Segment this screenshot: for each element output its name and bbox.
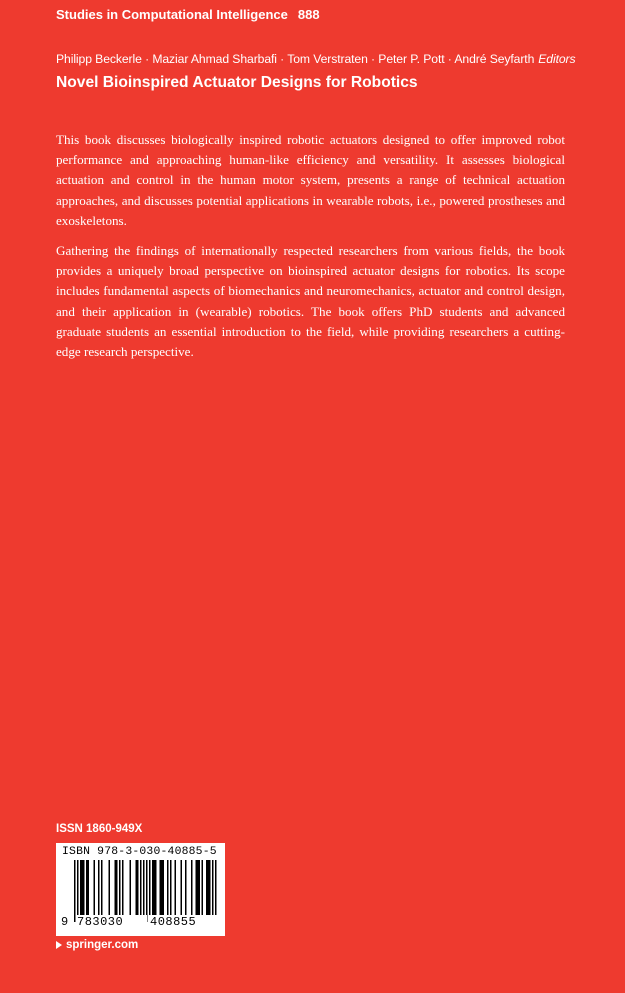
barcode-bar	[170, 860, 172, 915]
barcode-bar	[206, 860, 208, 915]
barcode-bar	[209, 860, 211, 915]
editor-names: Philipp Beckerle · Maziar Ahmad Sharbafi · Tom Verstraten · Peter P. Pott · André Seyfarth	[56, 52, 535, 66]
barcode-bar	[115, 860, 117, 915]
isbn-text: ISBN 978-3-030-40885-5	[62, 846, 217, 858]
ean-left-digits: 783030	[77, 915, 147, 929]
isbn-barcode	[56, 843, 225, 936]
barcode-bar	[196, 860, 198, 915]
barcode-bar	[175, 860, 177, 915]
barcode-bar	[143, 860, 145, 922]
barcode-bar	[149, 860, 151, 915]
publisher-link[interactable]	[56, 939, 138, 951]
barcode-bar	[161, 860, 163, 915]
barcode-bar	[140, 860, 142, 915]
issn-label: ISSN 1860-949X	[56, 823, 143, 835]
barcode-bar	[77, 860, 79, 922]
book-description	[56, 130, 565, 372]
barcode-bar	[152, 860, 154, 915]
barcode-bar	[83, 860, 85, 915]
barcode-bar	[130, 860, 132, 915]
barcode-bar	[215, 860, 217, 922]
barcode-bar	[82, 860, 84, 915]
series-number: 888	[297, 7, 320, 22]
editors-role: Editors	[538, 52, 576, 66]
barcode-bar	[88, 860, 90, 915]
barcode-bar	[185, 860, 187, 915]
barcode-bar	[208, 860, 210, 915]
barcode-bar	[109, 860, 111, 915]
barcode-bar	[212, 860, 214, 922]
barcode-bar	[74, 860, 76, 922]
barcode-bar	[191, 860, 193, 915]
barcode-bar	[98, 860, 100, 915]
barcode-bar	[146, 860, 148, 922]
barcode-bar	[137, 860, 139, 915]
barcode-bar	[94, 860, 96, 915]
barcode-bar	[199, 860, 201, 915]
ean-first-digit: 9	[61, 915, 69, 929]
barcode-bar	[155, 860, 157, 915]
barcode-bar	[86, 860, 88, 915]
barcode-bar	[163, 860, 165, 915]
series-header	[56, 7, 320, 22]
ean-right-digits: 408855	[150, 915, 220, 929]
barcode-bar	[101, 860, 103, 915]
barcode-bar	[160, 860, 162, 915]
barcode-bar	[154, 860, 156, 915]
description-paragraph-2: Gathering the findings of internationally respected researchers from various fields, the book provides a uniquely broad perspective on bioinspired actuator designs for robotics. Its scope includes fundamental aspects of biomechanics and neuromechanics, actuator and control design, and their application in (wearable) robotics. The book offers PhD students and advanced graduate students an essential introduction to the field, while providing researchers a cutting-edge research perspective.	[56, 243, 565, 360]
barcode-bar	[119, 860, 121, 915]
barcode-bar	[116, 860, 118, 915]
barcode-bar	[197, 860, 199, 915]
series-name: Studies in Computational Intelligence	[56, 7, 288, 22]
arrow-right-icon	[56, 941, 62, 949]
editors-line	[56, 52, 576, 66]
barcode-bar	[181, 860, 183, 915]
book-title: Novel Bioinspired Actuator Designs for Robotics	[56, 74, 418, 91]
barcode-bar	[136, 860, 138, 915]
description-paragraph-1: This book discusses biologically inspired robotic actuators designed to offer improved robot performance and approaching human-like efficiency and versatility. It assesses biological actuation and control in the human motor system, presents a range of technical actuation approaches, and discusses potential applications in wearable robots, i.e., powered prostheses and exoskeletons.	[56, 132, 565, 228]
publisher-url: springer.com	[66, 939, 139, 951]
barcode-bar	[80, 860, 82, 915]
barcode-bar	[122, 860, 124, 915]
barcode-bar	[167, 860, 169, 915]
barcode-bar	[202, 860, 204, 915]
